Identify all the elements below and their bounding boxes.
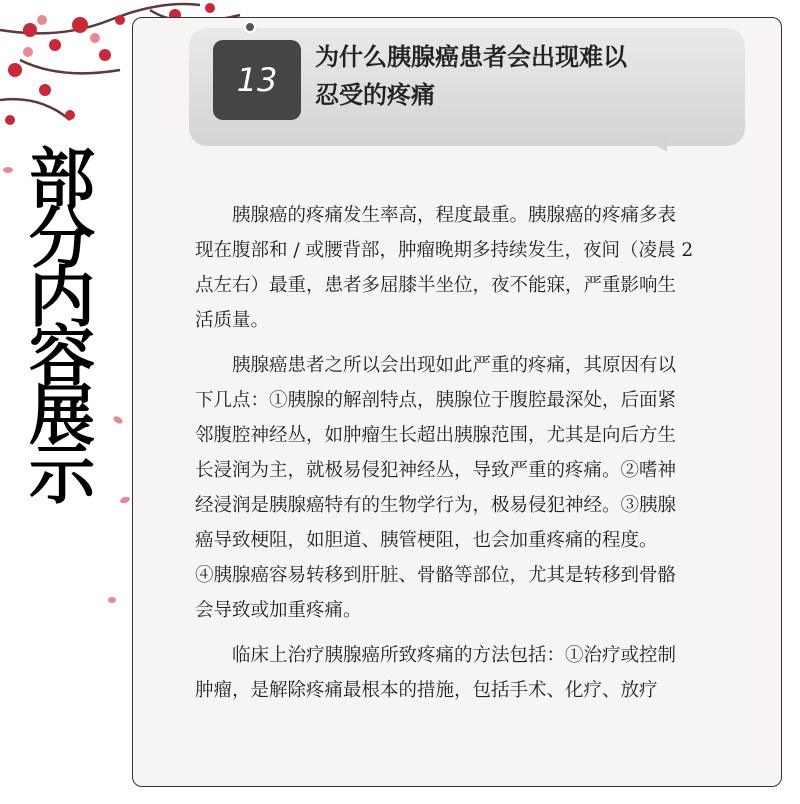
chapter-title <box>315 38 735 114</box>
text-line: 胰腺癌患者之所以会出现如此严重的疼痛，其原因有以 <box>195 355 677 376</box>
text-line: 现在腹部和 / 或腰背部，肿瘤晚期多持续发生，夜间（凌晨 2 <box>195 240 694 261</box>
chapter-number: 13 <box>213 40 301 120</box>
paragraph <box>195 638 755 708</box>
text-line: 胰腺癌的疼痛发生率高，程度最重。胰腺癌的疼痛多表 <box>195 205 677 226</box>
chapter-title-line: 为什么胰腺癌患者会出现难以 <box>315 43 627 71</box>
paragraph <box>195 198 755 338</box>
side-title <box>16 141 108 513</box>
text-line: 长浸润为主，就极易侵犯神经丛，导致严重的疼痛。②嗜神 <box>195 460 677 481</box>
text-line: 活质量。 <box>195 310 270 331</box>
text-line: 下几点：①胰腺的解剖特点，胰腺位于腹腔最深处，后面紧 <box>195 390 677 411</box>
text-line: 临床上治疗胰腺癌所致疼痛的方法包括：①治疗或控制 <box>195 645 677 666</box>
side-title-char: 展 <box>29 377 95 454</box>
side-title-char: 容 <box>29 318 95 395</box>
side-title-char: 部 <box>29 141 95 218</box>
side-title-char: 内 <box>29 259 95 336</box>
pin-icon <box>243 20 257 34</box>
text-line: 癌导致梗阻，如胆道、胰管梗阻，也会加重疼痛的程度。 <box>195 530 658 551</box>
text-line: ④胰腺癌容易转移到肝脏、骨骼等部位，尤其是转移到骨骼 <box>195 565 677 586</box>
text-line: 邻腹腔神经丛，如肿瘤生长超出胰腺范围，尤其是向后方生 <box>195 425 677 446</box>
book-page <box>132 17 782 787</box>
article-body <box>195 198 755 708</box>
side-title-char: 分 <box>29 200 95 277</box>
text-line: 会导致或加重疼痛。 <box>195 600 362 621</box>
text-line: 肿瘤，是解除疼痛最根本的措施，包括手术、化疗、放疗 <box>195 680 658 701</box>
text-line: 点左右）最重，患者多屈膝半坐位，夜不能寐，严重影响生 <box>195 275 677 296</box>
chapter-title-line: 忍受的疼痛 <box>315 81 435 109</box>
header-tail-decoration <box>641 136 667 152</box>
side-title-char: 示 <box>29 436 95 513</box>
text-line: 经浸润是胰腺癌特有的生物学行为，极易侵犯神经。③胰腺 <box>195 495 677 516</box>
paragraph <box>195 348 755 628</box>
